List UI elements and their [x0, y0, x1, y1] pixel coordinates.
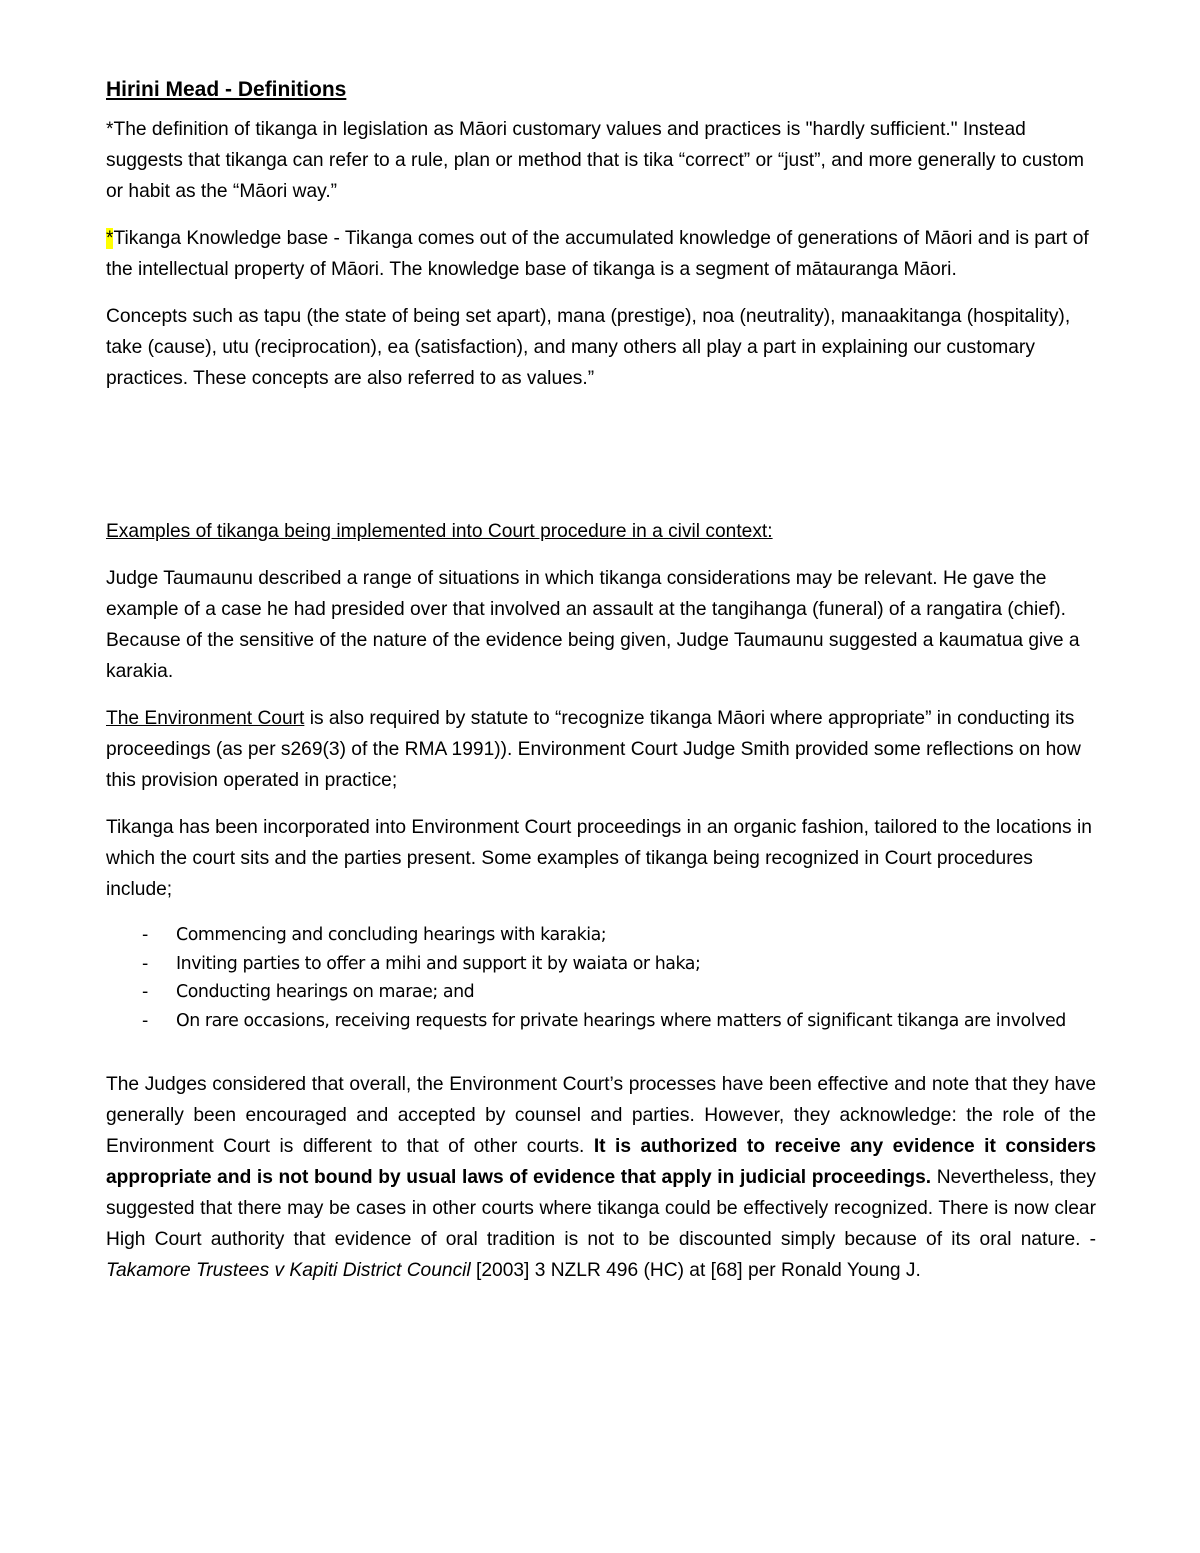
- bullet-item: [106, 1007, 1096, 1036]
- paragraph-tikanga-incorporated: Tikanga has been incorporated into Environment Court proceedings in an organic fashion, tailored to the locations in which the court sits and the parties present. Some examples of tikanga being recognized in Court procedures include;: [106, 817, 1092, 900]
- bullet-dash: -: [142, 982, 148, 1002]
- paragraph-knowledge-base-text: Tikanga Knowledge base - Tikanga comes out of the accumulated knowledge of generations of Māori and is part of the intellectual property of Māori. The knowledge base of tikanga is a segment of mātauranga Māori.: [106, 228, 1089, 280]
- paragraph-judge-taumaunu: Judge Taumaunu described a range of situations in which tikanga considerations may be relevant. He gave the example of a case he had presided over that involved an assault at the tangihanga (funeral) of a rangatira (chief). Because of the sensitive of the nature of the evidence being given, Judge Taumaunu suggested a kaumatua give a karakia.: [106, 568, 1080, 682]
- bullet-text: Commencing and concluding hearings with karakia;: [176, 925, 607, 945]
- judges-text-2: Nevertheless, they suggested that there may be cases in other courts where tikanga could be effectively recognized. There is now clear High Court authority that evidence of oral tradition is not to be discounted simply because of its oral nature. -: [106, 1167, 1096, 1250]
- bullet-item: [106, 978, 1096, 1007]
- judges-bold-text: It is authorized to receive any evidence it considers appropriate and is not bound by usual laws of evidence that apply in judicial proceedings.: [106, 1136, 1096, 1188]
- paragraph-environment-court: [106, 703, 1096, 796]
- section-heading-examples: Examples of tikanga being implemented into Court procedure in a civil context:: [106, 521, 773, 542]
- blank-space: [106, 410, 1096, 516]
- bullet-list: [106, 921, 1096, 1035]
- paragraph-judges-considered: [106, 1069, 1096, 1286]
- bullet-text: On rare occasions, receiving requests for private hearings where matters of significant tikanga are involved: [176, 1010, 1066, 1031]
- judges-text-1: The Judges considered that overall, the Environment Court’s processes have been effective and note that they have generally been encouraged and accepted by counsel and parties. However, they acknowledge: the role of the Environment Court is different to that of other courts.: [106, 1074, 1096, 1157]
- document-page: [106, 74, 1096, 1302]
- bullet-text: Inviting parties to offer a mihi and support it by waiata or haka;: [176, 953, 701, 974]
- paragraph-definition: *The definition of tikanga in legislation as Māori customary values and practices is "hardly sufficient." Instead suggests that tikanga can refer to a rule, plan or method that is tika “correct” or “just”, and more generally to custom or habit as the “Māori way.”: [106, 119, 1084, 202]
- paragraph-concepts: Concepts such as tapu (the state of being set apart), mana (prestige), noa (neutrality), manaakitanga (hospitality), take (cause), utu (reciprocation), ea (satisfaction), and many others all play a part in explaining our customary practices. These concepts are also referred to as values.”: [106, 306, 1071, 389]
- case-citation-italic: Takamore Trustees v Kapiti District Council: [106, 1260, 471, 1281]
- judges-text-3: [2003] 3 NZLR 496 (HC) at [68] per Ronald Young J.: [470, 1260, 921, 1281]
- bullet-item: [106, 950, 1096, 979]
- bullet-dash: -: [142, 953, 148, 974]
- paragraph-knowledge-base: [106, 223, 1096, 285]
- bullet-dash: -: [142, 1010, 148, 1031]
- bullet-text: Conducting hearings on marae; and: [176, 982, 475, 1002]
- environment-court-rest: is also required by statute to “recognize tikanga Māori where appropriate” in conducting its proceedings (as per s269(3) of the RMA 1991)). Environment Court Judge Smith provided some reflections on how this provision operated in practice;: [106, 708, 1081, 791]
- blank-space-2: [106, 1035, 1096, 1069]
- bullet-dash: -: [142, 925, 148, 945]
- environment-court-underlined: The Environment Court: [106, 708, 305, 729]
- document-heading: Hirini Mead - Definitions: [106, 78, 347, 101]
- highlighted-asterisk: *: [106, 228, 114, 249]
- bullet-item: [106, 921, 1096, 950]
